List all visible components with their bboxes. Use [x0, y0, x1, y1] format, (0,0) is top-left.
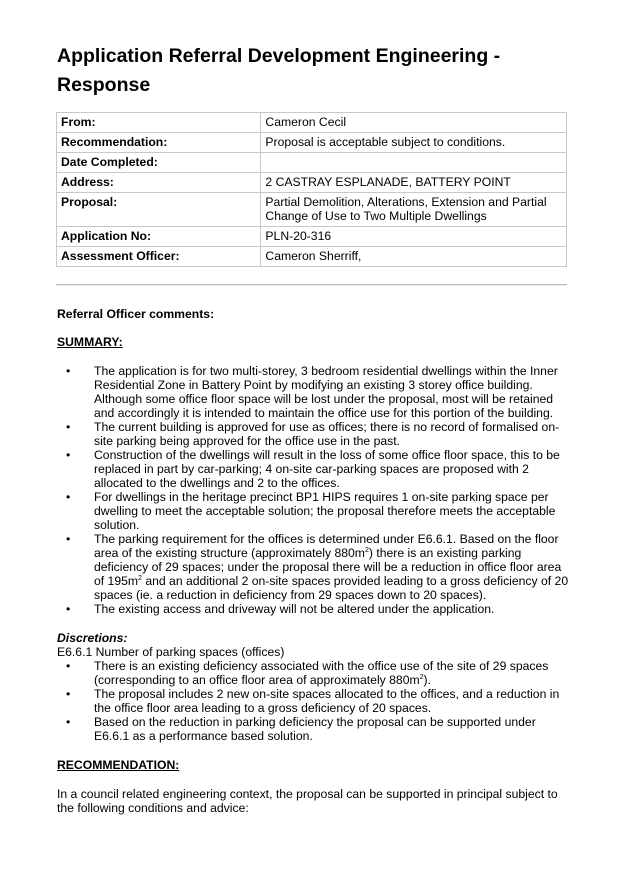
list-item — [57, 420, 569, 448]
list-item — [57, 659, 569, 687]
parking-text: and an additional 2 on-site spaces provided leading to a gross deficiency of 20 spaces (ie. a reduction in deficiency from 29 spaces down to 20 spaces). — [94, 574, 569, 602]
table-row — [57, 193, 567, 227]
superscript: 2 — [138, 574, 142, 582]
summary-list — [57, 364, 569, 616]
list-item — [57, 532, 569, 602]
application-no-value: PLN-20-316 — [261, 227, 567, 247]
list-item — [57, 715, 569, 743]
address-label: Address: — [57, 173, 261, 193]
discretions-list — [57, 659, 569, 743]
list-item — [57, 448, 569, 490]
from-label: From: — [57, 113, 261, 133]
assessment-officer-label: Assessment Officer: — [57, 247, 261, 267]
bullet-icon: • — [66, 687, 71, 701]
table-row — [57, 113, 567, 133]
table-row — [57, 247, 567, 267]
discretion-text: The proposal includes 2 new on-site spaces allocated to the offices, and a reduction in the office floor area leading to a gross deficiency of 20 spaces. — [94, 687, 560, 715]
date-completed-label: Date Completed: — [57, 153, 261, 173]
recommendation-heading: RECOMMENDATION: — [57, 758, 180, 772]
table-row — [57, 153, 567, 173]
discretion-text: Based on the reduction in parking deficiency the proposal can be supported under E6.6.1 as a performance based solution. — [94, 715, 536, 743]
proposal-value: Partial Demolition, Alterations, Extension and Partial Change of Use to Two Multiple Dwellings — [261, 193, 567, 227]
discretions-clause: E6.6.1 Number of parking spaces (offices) — [57, 645, 285, 659]
table-row — [57, 133, 567, 153]
bullet-icon: • — [66, 602, 71, 616]
bullet-icon: • — [66, 659, 71, 673]
bullet-icon: • — [66, 532, 71, 546]
assessment-officer-value: Cameron Sherriff, — [261, 247, 567, 267]
access-item-text: The existing access and driveway will not be altered under the application. — [94, 602, 495, 616]
superscript: 2 — [419, 673, 424, 681]
recommendation-label: Recommendation: — [57, 133, 261, 153]
application-no-label: Application No: — [57, 227, 261, 247]
date-completed-value — [261, 153, 567, 173]
discretion-text: There is an existing deficiency associated with the office use of the site of 29 spaces (corresponding to an office floor area of approximately 880m — [94, 659, 549, 687]
application-info-table — [56, 112, 567, 267]
discretion-text: ). — [423, 673, 431, 687]
list-item — [57, 602, 569, 616]
address-value: 2 CASTRAY ESPLANADE, BATTERY POINT — [261, 173, 567, 193]
summary-item-text: The current building is approved for use as offices; there is no record of formalised on-site parking being approved for the office use in the past. — [94, 420, 560, 448]
bullet-icon: • — [66, 420, 71, 434]
discretions-heading: Discretions: — [57, 631, 128, 645]
bullet-icon: • — [66, 364, 71, 378]
summary-heading: SUMMARY: — [57, 335, 123, 349]
parking-text: ) there is an existing parking deficiency of 29 spaces; under the proposal there will be a reduction in office floor area of 195m — [94, 546, 562, 588]
list-item — [57, 687, 569, 715]
table-row — [57, 173, 567, 193]
parking-text: The parking requirement for the offices is determined under E6.6.1. Based on the floor area of the existing structure (approximately 880m — [94, 532, 559, 560]
bullet-icon: • — [66, 448, 71, 462]
document-title: Application Referral Development Engineering - Response — [57, 45, 501, 96]
recommendation-text: In a council related engineering context, the proposal can be supported in principal subject to the following conditions and advice: — [57, 787, 558, 815]
bullet-icon: • — [66, 490, 71, 504]
summary-item-text: For dwellings in the heritage precinct BP1 HIPS requires 1 on-site parking space per dwelling to meet the acceptable solution; the proposal therefore meets the acceptable solution. — [94, 490, 556, 532]
proposal-label: Proposal: — [57, 193, 261, 227]
bullet-icon: • — [66, 715, 71, 729]
list-item — [57, 364, 569, 420]
recommendation-value: Proposal is acceptable subject to conditions. — [261, 133, 567, 153]
table-row — [57, 227, 567, 247]
from-value: Cameron Cecil — [261, 113, 567, 133]
section-divider — [56, 284, 567, 286]
referral-comments-heading: Referral Officer comments: — [57, 307, 215, 321]
superscript: 2 — [364, 546, 369, 554]
summary-item-text: The application is for two multi-storey, 3 bedroom residential dwellings within the Inner Residential Zone in Battery Point by modifying an existing 3 storey office building. Although some office floor space will be lost under the proposal, most will be retained and accordingly it is intended to maintain the office use for this portion of the building. — [94, 364, 558, 420]
list-item — [57, 490, 569, 532]
summary-item-text: Construction of the dwellings will result in the loss of some office floor space, this to be replaced in part by car-parking; 4 on-site car-parking spaces are proposed with 2 allocated to the dwellings and 2 to the offices. — [94, 448, 560, 490]
